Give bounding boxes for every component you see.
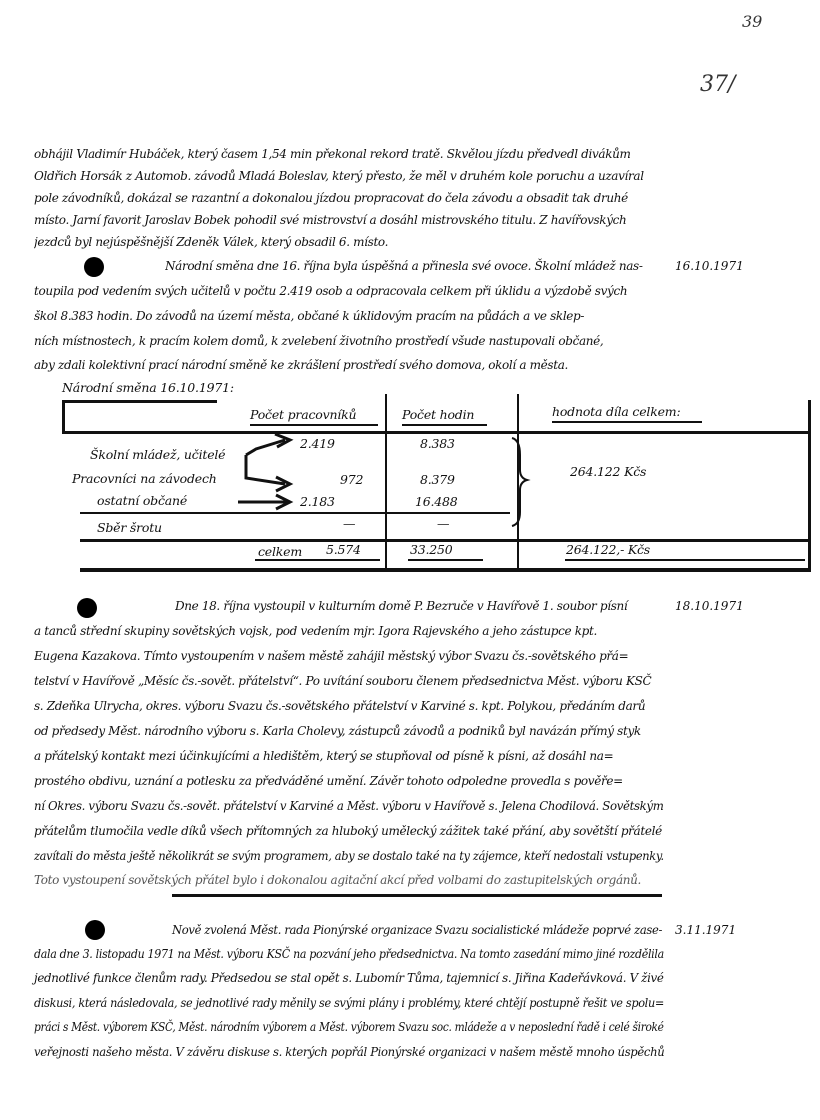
bullet-marker (85, 920, 105, 940)
text-line: místo. Jarní favorit Jaroslav Bobek pohodil své mistrovství a dosáhl mistrovského titulu. Z havířovských (34, 213, 627, 227)
text-line: jezdců byl nejúspěšnější Zdeněk Válek, který obsadil 6. místo. (34, 235, 389, 249)
row-label: ostatní občané (97, 493, 188, 508)
text-line: veřejnosti našeho města. V závěru diskuse s. kterých popřál Pionýrské organizaci v našem městě mnoho úspěchů (34, 1045, 665, 1059)
text-line: jednotlivé funkce členům rady. Předsedou se stal opět s. Lubomír Tůma, tajemnicí s. Jiřina Kadeřávková. V živé (34, 971, 664, 985)
row-workers: 2.183 (300, 494, 335, 509)
text-line: obhájil Vladimír Hubáček, který časem 1,54 min překonal rekord tratě. Skvělou jízdu předvedl divákům (34, 147, 631, 161)
entry-date: 3.11.1971 (675, 923, 737, 937)
entry-date: 16.10.1971 (675, 259, 744, 273)
total-workers: 5.574 (326, 542, 361, 557)
text-line: aby zdali kolektivní prací národní směně ke zkrášlení prostředí svého domova, okolí a města. (34, 358, 568, 372)
row-workers: 972 (340, 472, 364, 487)
page-number: 37/ (700, 72, 736, 97)
row-label: Pracovníci na závodech (72, 471, 217, 486)
text-line: Národní směna dne 16. října byla úspěšná a přinesla své ovoce. Školní mládež nas- (165, 259, 643, 273)
total-hours: 33.250 (410, 542, 453, 557)
text-line: dala dne 3. listopadu 1971 na Měst. výboru KSČ na pozvání jeho předsednictva. Na tomto zasedání mimo jiné rozdělila (34, 947, 664, 961)
row-hours: 8.383 (420, 436, 455, 451)
text-line: zavítali do města ještě několikrát se svým programem, aby se dostalo také na ty zájemce, kteří nedostali vstupenky. (34, 849, 664, 863)
total-underline (408, 559, 483, 561)
text-line: diskusi, která následovala, se jednotlivé rady měnily se svými plány i problémy, které chtějí postupně řešit ve spolu= (34, 996, 665, 1010)
row-workers: — (343, 516, 356, 531)
text-line: s. Zdeňka Ulrycha, okres. výboru Svazu čs.-sovětského přátelství v Karviné s. kpt. Polykou, předáním darů (34, 699, 646, 713)
row-hours: — (437, 516, 450, 531)
table-title: Národní směna 16.10.1971: (62, 380, 234, 395)
text-line: ních místnostech, k pracím kolem domů, k zvelebení životního prostředí všude nastupovali občané, (34, 334, 604, 348)
text-line: a tanců střední skupiny sovětských vojsk, pod vedením mjr. Igora Rajevského a jeho zástupce kpt. (34, 624, 597, 638)
section-divider (172, 894, 662, 897)
text-line: práci s Měst. výborem KSČ, Měst. národním výborem a Měst. výborem Svazu soc. mládeže a v neposlední řadě i celé široké (34, 1020, 664, 1034)
total-underline (255, 559, 380, 561)
text-line: Toto vystoupení sovětských přátel bylo i dokonalou agitační akcí před volbami do zastupitelských orgánů. (34, 873, 642, 887)
text-line: a přátelský kontakt mezi účinkujícími a hledištěm, který se stupňoval od písně k písni, až dosáhl na= (34, 749, 614, 763)
brace-value: 264.122 Kčs (570, 464, 647, 479)
text-line: toupila pod vedením svých učitelů v počtu 2.419 osob a odpracovala celkem při úklidu a výzdobě svých (34, 284, 628, 298)
text-line: od předsedy Měst. národního výboru s. Karla Cholevy, zástupců závodů a podniků byl navázán přímý styk (34, 724, 641, 738)
text-line: prostého obdivu, uznání a potlesku za předváděné umění. Závěr tohoto odpoledne provedla s pověře= (34, 774, 623, 788)
bullet-marker (77, 598, 97, 618)
text-line: ní Okres. výboru Svazu čs.-sovět. přátelství v Karviné a Měst. výboru v Havířově s. Jelena Chodilová. Sovětským (34, 799, 664, 813)
text-line: Dne 18. října vystoupil v kulturním domě P. Bezruče v Havířově 1. soubor písní (175, 599, 628, 613)
table-bottom-rule (80, 568, 810, 572)
header-value: hodnota díla celkem: (552, 404, 681, 419)
row-hours: 16.488 (415, 494, 458, 509)
row-label: Sběr šrotu (97, 520, 162, 535)
total-label: celkem (258, 544, 303, 559)
text-line: Eugena Kazakova. Tímto vystoupením v našem městě zahájil městský výbor Svazu čs.-sovětského přá= (34, 649, 629, 663)
total-underline (565, 559, 805, 561)
text-line: přátelům tlumočila vedle díků všech přítomných za hluboký umělecký zážitek také přání, aby sovětští přátelé (34, 824, 662, 838)
row-label: Školní mládež, učitelé (90, 447, 226, 462)
header-hours: Počet hodin (402, 407, 475, 422)
header-workers: Počet pracovníků (250, 407, 357, 422)
text-line: pole závodníků, dokázal se razantní a dokonalou jízdou propracovat do čela závodu a obsadit tak druhé (34, 191, 628, 205)
entry-date: 18.10.1971 (675, 599, 744, 613)
text-line: Oldřich Horsák z Automob. závodů Mladá Boleslav, který přesto, že měl v druhém kole poruchu a uzavíral (34, 169, 644, 183)
text-line: Nově zvolená Měst. rada Pionýrské organizace Svazu socialistické mládeže poprvé zase- (172, 923, 663, 937)
row-hours: 8.379 (420, 472, 455, 487)
row-workers: 2.419 (300, 436, 335, 451)
text-line: telství v Havířově „Měsíc čs.-sovět. přátelství“. Po uvítání souboru členem předsednictva Měst. výboru KSČ (34, 674, 652, 688)
text-line: škol 8.383 hodin. Do závodů na území města, občané k úklidovým pracím na půdách a ve sklep- (34, 309, 585, 323)
brace-icon (512, 438, 527, 526)
total-value: 264.122,- Kčs (566, 542, 651, 557)
archive-page-number: 39 (742, 12, 763, 31)
